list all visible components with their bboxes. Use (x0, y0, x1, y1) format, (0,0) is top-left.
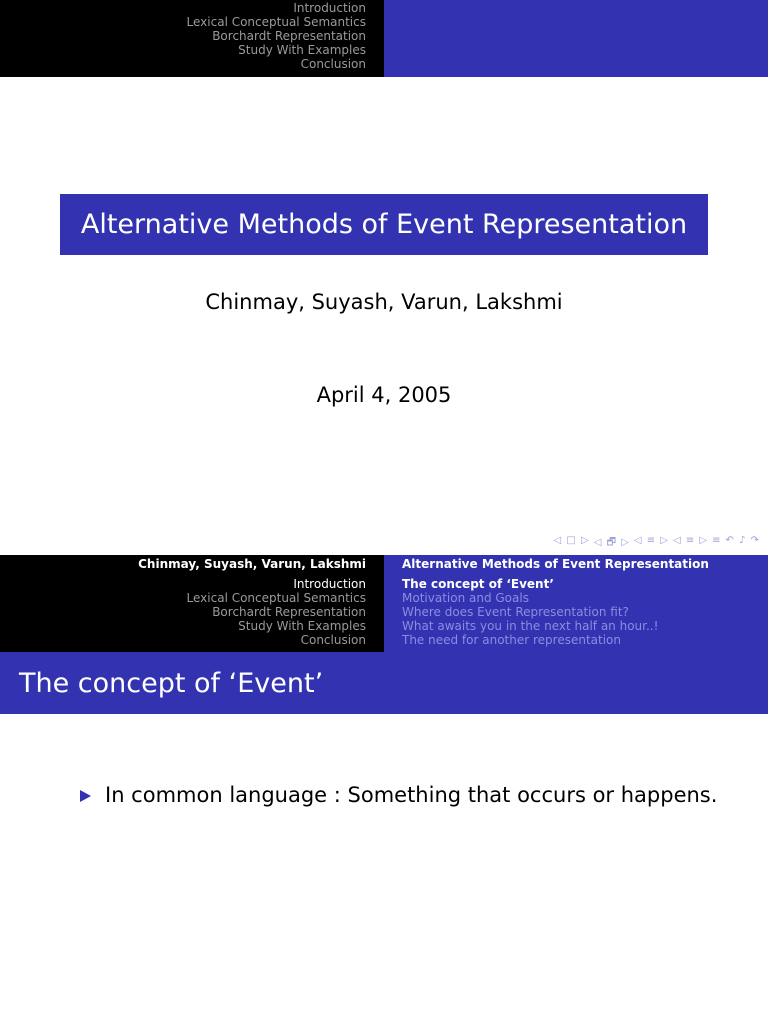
section-nav-panel (0, 555, 384, 652)
nav-section-introduction[interactable]: Introduction (293, 577, 366, 591)
nav-section-lcs[interactable]: Lexical Conceptual Semantics (186, 591, 366, 605)
slide2-header (0, 555, 768, 652)
frame-nav-icon[interactable]: ◁ □ ▷ (553, 535, 590, 546)
slide1-header (0, 0, 768, 77)
subsection-nav-icon[interactable]: ◁ 🗗 ▷ (593, 537, 630, 548)
nav-section-examples[interactable]: Study With Examples (238, 43, 366, 57)
presentation-date: April 4, 2005 (316, 383, 452, 407)
beamer-navigation-symbols (554, 535, 760, 552)
subsection-nav-panel (384, 0, 768, 77)
header-authors: Chinmay, Suyash, Varun, Lakshmi (138, 557, 366, 571)
authors: Chinmay, Suyash, Varun, Lakshmi (205, 290, 563, 314)
nav-section-borchardt[interactable]: Borchardt Representation (212, 29, 366, 43)
list-item (80, 783, 717, 807)
header-title: Alternative Methods of Event Representation (402, 557, 709, 571)
search-back-icon[interactable]: ↶ ♪ ↷ (725, 535, 760, 546)
frame-title-bar (0, 652, 768, 714)
nav-subsection-what-awaits[interactable]: What awaits you in the next half an hour..! (402, 619, 659, 633)
nav-subsection-motivation[interactable]: Motivation and Goals (402, 591, 529, 605)
toc-icon[interactable]: ≡ (712, 535, 722, 546)
nav-section-conclusion[interactable]: Conclusion (300, 633, 366, 647)
triangle-bullet-icon (80, 790, 91, 802)
section-nav-icon[interactable]: ◁ ≡ ▷ (633, 535, 669, 546)
section-nav-panel (0, 0, 384, 77)
nav-subsection-event-concept[interactable]: The concept of ‘Event’ (402, 577, 554, 591)
nav-section-borchardt[interactable]: Borchardt Representation (212, 605, 366, 619)
presentation-title: Alternative Methods of Event Representation (80, 209, 688, 240)
nav-section-lcs[interactable]: Lexical Conceptual Semantics (186, 15, 366, 29)
bullet-list (80, 783, 717, 807)
subsection-nav-panel (384, 555, 768, 652)
nav-subsection-need[interactable]: The need for another representation (402, 633, 621, 647)
document-nav-icon[interactable]: ◁ ≡ ▷ (672, 535, 709, 546)
nav-subsection-where-fit[interactable]: Where does Event Representation fit? (402, 605, 629, 619)
nav-section-conclusion[interactable]: Conclusion (300, 57, 366, 71)
presentation-title-box (60, 194, 708, 255)
nav-section-examples[interactable]: Study With Examples (238, 619, 366, 633)
bullet-text: In common language : Something that occurs or happens. (105, 783, 718, 807)
nav-section-introduction[interactable]: Introduction (293, 1, 366, 15)
frame-title: The concept of ‘Event’ (19, 667, 324, 699)
